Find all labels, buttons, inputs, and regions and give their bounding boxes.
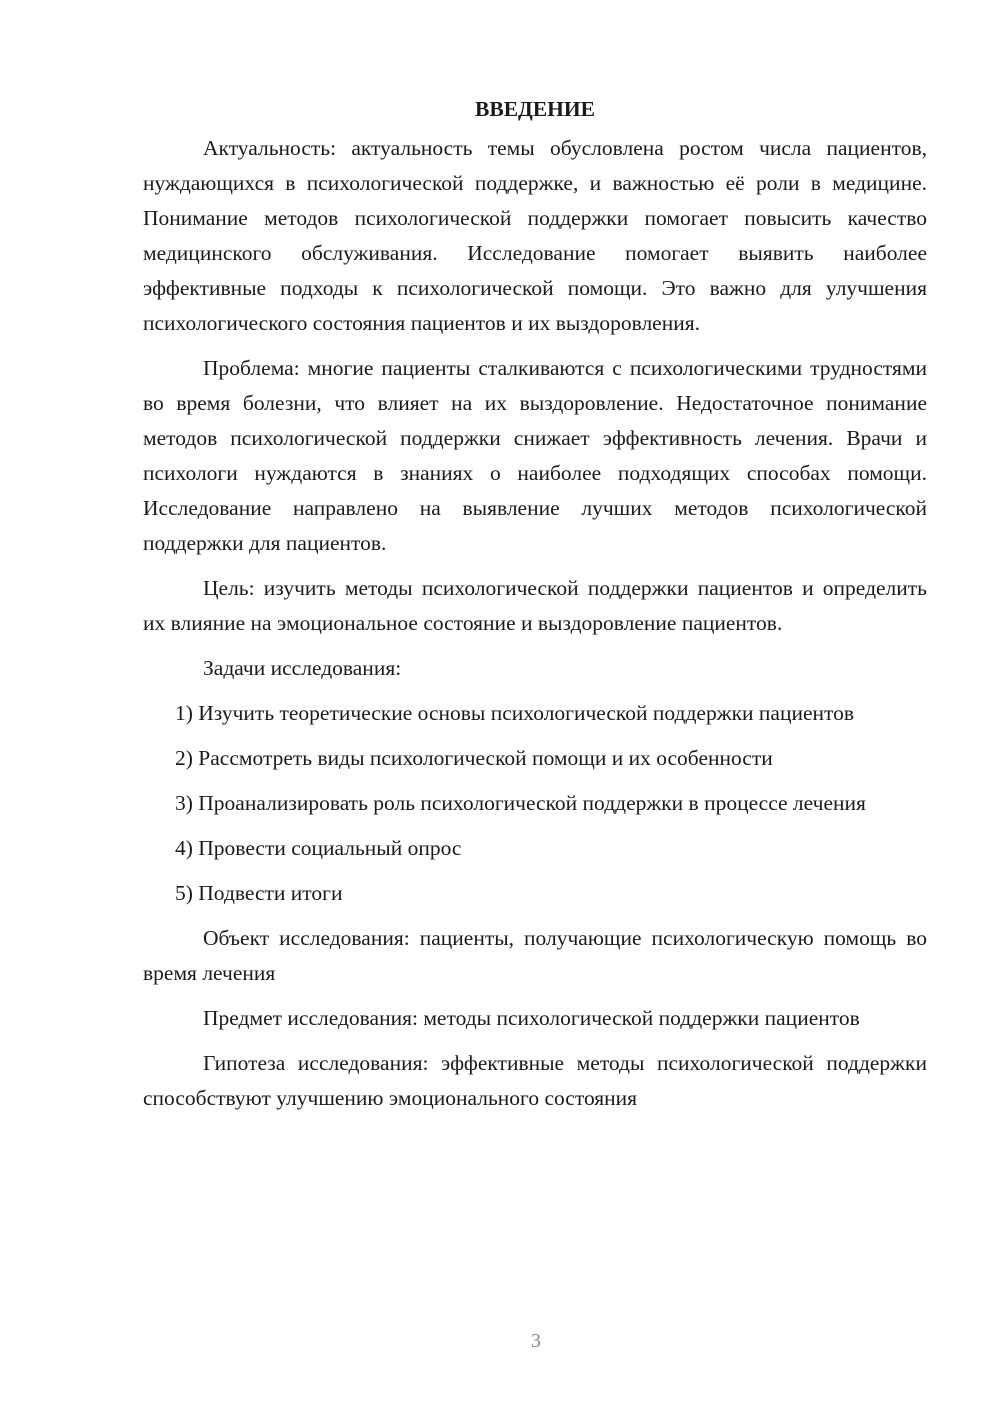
paragraph-relevance: Актуальность: актуальность темы обусловлена ростом числа пациентов, нуждающихся в психологической поддержке, и важностью её роли в медицине. Понимание методов психологической поддержки помогает повысить качество медицинского обслуживания. Исследование помогает выявить наиболее эффективные подходы к психологической помощи. Это важно для улучшения психологического состояния пациентов и их выздоровления.: [143, 136, 927, 335]
task-item-1: 1) Изучить теоретические основы психологической поддержки пациентов: [175, 701, 855, 725]
task-item-2: 2) Рассмотреть виды психологической помощи и их особенности: [175, 746, 773, 770]
section-heading: ВВЕДЕНИЕ: [475, 97, 595, 121]
paragraph-subject: Предмет исследования: методы психологической поддержки пациентов: [203, 1006, 860, 1030]
page-number: 3: [531, 1330, 541, 1352]
task-item-5: 5) Подвести итоги: [175, 881, 343, 905]
paragraph-goal: Цель: изучить методы психологической поддержки пациентов и определить их влияние на эмоциональное состояние и выздоровление пациентов.: [143, 576, 927, 635]
paragraph-tasks-intro: Задачи исследования:: [203, 656, 402, 680]
paragraph-object: Объект исследования: пациенты, получающие психологическую помощь во время лечения: [143, 926, 927, 985]
task-item-4: 4) Провести социальный опрос: [175, 836, 462, 860]
paragraph-problem: Проблема: многие пациенты сталкиваются с психологическими трудностями во время болезни, что влияет на их выздоровление. Недостаточное понимание методов психологической поддержки снижает эффективность лечения. Врачи и психологи нуждаются в знаниях о наиболее подходящих способах помощи. Исследование направлено на выявление лучших методов психологической поддержки для пациентов.: [143, 356, 927, 555]
task-item-3: 3) Проанализировать роль психологической поддержки в процессе лечения: [175, 791, 866, 815]
document-page: [143, 92, 927, 1116]
paragraph-hypothesis: Гипотеза исследования: эффективные методы психологической поддержки способствуют улучшению эмоционального состояния: [143, 1051, 927, 1110]
